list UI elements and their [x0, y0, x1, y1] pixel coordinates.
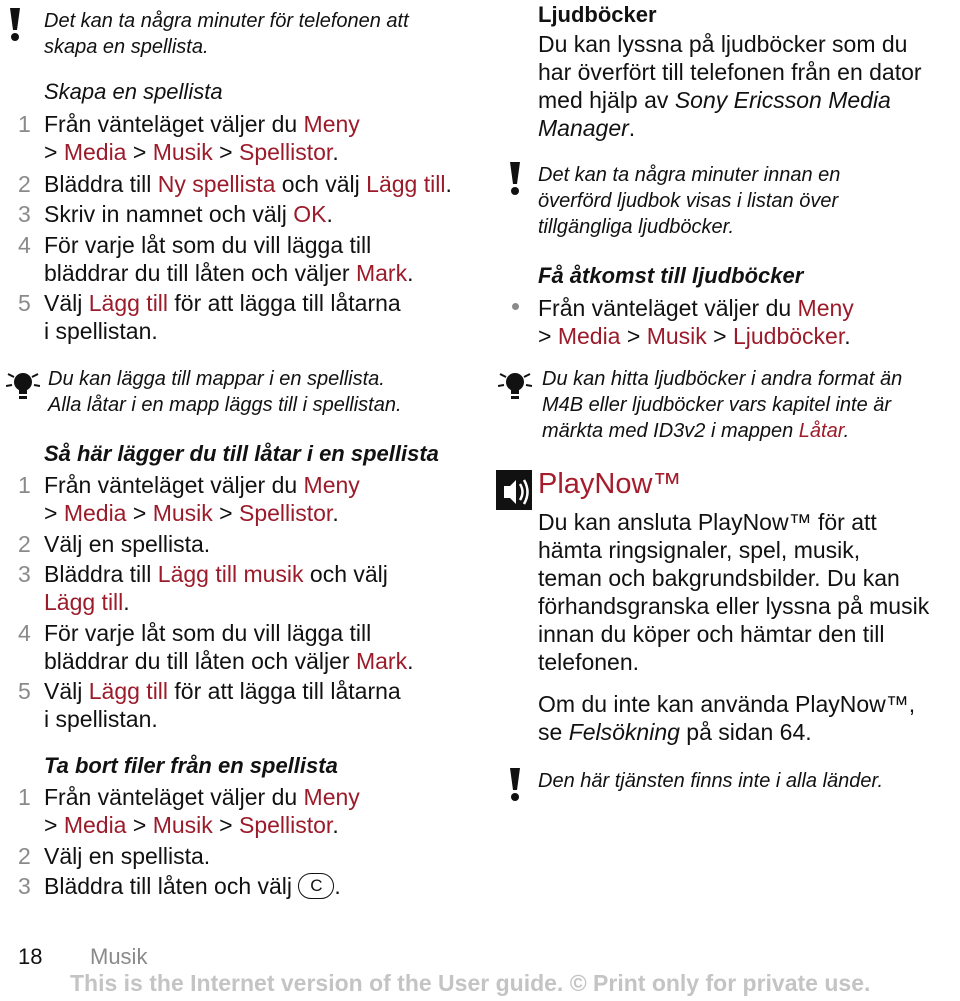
step-number: 5 — [18, 678, 31, 704]
body-text: teman och bakgrundsbilder. Du kan — [538, 565, 900, 591]
tip-text: Alla låtar i en mapp läggs till i spellistan. — [48, 394, 402, 416]
step-line: i spellistan. — [44, 706, 158, 732]
step-number: 3 — [18, 561, 31, 587]
step-number: 3 — [18, 873, 31, 899]
step-line: Bläddra till Lägg till musik och välj — [44, 561, 388, 587]
step-number: 2 — [18, 843, 31, 869]
step-line: Bläddra till låten och välj C . — [44, 873, 341, 899]
step-line: bläddrar du till låten och väljer Mark. — [44, 260, 414, 286]
footer-watermark-note: This is the Internet version of the User guide. © Print only for private use. — [70, 970, 871, 996]
step-line: > Media > Musik > Spellistor. — [44, 812, 339, 838]
body-text: innan du köper och hämtar den till — [538, 621, 885, 647]
bullet-icon — [512, 303, 519, 310]
step-line: > Media > Musik > Spellistor. — [44, 139, 339, 165]
subheading-create-playlist: Skapa en spellista — [44, 79, 223, 104]
warning-text: Det kan ta några minuter för telefonen att — [44, 10, 409, 32]
body-text: Du kan ansluta PlayNow™ för att — [538, 509, 877, 535]
lightbulb-icon — [6, 366, 40, 406]
section-title-playnow: PlayNow™ — [538, 468, 682, 500]
body-text: Du kan lyssna på ljudböcker som du — [538, 31, 908, 57]
body-text: med hjälp av Sony Ericsson Media — [538, 87, 891, 113]
warning-text: Det kan ta några minuter innan en — [538, 164, 841, 186]
body-text: Manager. — [538, 115, 636, 141]
body-text: > Media > Musik > Ljudböcker. — [538, 323, 851, 349]
body-text: se Felsökning på sidan 64. — [538, 719, 812, 745]
step-number: 3 — [18, 201, 31, 227]
step-line: Skriv in namnet och välj OK. — [44, 201, 333, 227]
subheading-add-songs: Så här lägger du till låtar i en spellista — [44, 441, 439, 466]
step-number: 4 — [18, 232, 31, 258]
section-name: Musik — [90, 944, 148, 969]
warning-text: skapa en spellista. — [44, 36, 209, 58]
warning-text: tillgängliga ljudböcker. — [538, 216, 735, 238]
step-number: 4 — [18, 620, 31, 646]
step-line: Välj Lägg till för att lägga till låtarna — [44, 290, 401, 316]
body-text: Om du inte kan använda PlayNow™, — [538, 691, 916, 717]
step-line: Från vänteläget väljer du Meny — [44, 472, 360, 498]
tip-text: M4B eller ljudböcker vars kapitel inte är — [542, 394, 892, 416]
warning-text: Den här tjänsten finns inte i alla länder. — [538, 770, 884, 792]
step-line: Välj Lägg till för att lägga till låtarna — [44, 678, 401, 704]
step-number: 1 — [18, 784, 31, 810]
step-number: 2 — [18, 531, 31, 557]
step-line: > Media > Musik > Spellistor. — [44, 500, 339, 526]
step-line: Från vänteläget väljer du Meny — [44, 784, 360, 810]
page-number: 18 — [18, 944, 43, 969]
step-line: Välj en spellista. — [44, 843, 211, 869]
tip-text: Du kan lägga till mappar i en spellista. — [48, 368, 385, 390]
step-line: 1 — [18, 111, 31, 137]
step-line: Bläddra till Ny spellista och välj Lägg till. — [44, 171, 452, 197]
body-text: Från vänteläget väljer du Meny — [538, 295, 854, 321]
subheading-remove-files: Ta bort filer från en spellista — [44, 753, 338, 778]
body-text: förhandsgranska eller lyssna på musik — [538, 593, 930, 619]
tip-text: märkta med ID3v2 i mappen Låtar. — [542, 420, 850, 442]
step-line: För varje låt som du vill lägga till — [44, 232, 372, 258]
warning-icon — [508, 162, 522, 196]
body-text: hämta ringsignaler, spel, musik, — [538, 537, 861, 563]
heading-audiobooks: Ljudböcker — [538, 2, 657, 27]
warning-text: överförd ljudbok visas i listan över — [538, 190, 839, 212]
playnow-speaker-icon — [496, 470, 532, 510]
step-line: i spellistan. — [44, 318, 158, 344]
warning-icon — [508, 768, 522, 802]
body-text: har överfört till telefonen från en dator — [538, 59, 922, 85]
step-number: 1 — [18, 472, 31, 498]
step-number: 5 — [18, 290, 31, 316]
step-line: Från vänteläget väljer du Meny — [44, 111, 360, 137]
step-line: Välj en spellista. — [44, 531, 211, 557]
body-text: telefonen. — [538, 649, 640, 675]
c-key-icon: C — [298, 873, 334, 899]
step-number: 2 — [18, 171, 31, 197]
warning-icon — [8, 8, 22, 42]
lightbulb-icon — [498, 366, 532, 406]
step-line: För varje låt som du vill lägga till — [44, 620, 372, 646]
tip-text: Du kan hitta ljudböcker i andra format än — [542, 368, 903, 390]
step-line: bläddrar du till låten och väljer Mark. — [44, 648, 414, 674]
step-line: Lägg till. — [44, 589, 130, 615]
subheading-access-audiobooks: Få åtkomst till ljudböcker — [538, 263, 804, 288]
